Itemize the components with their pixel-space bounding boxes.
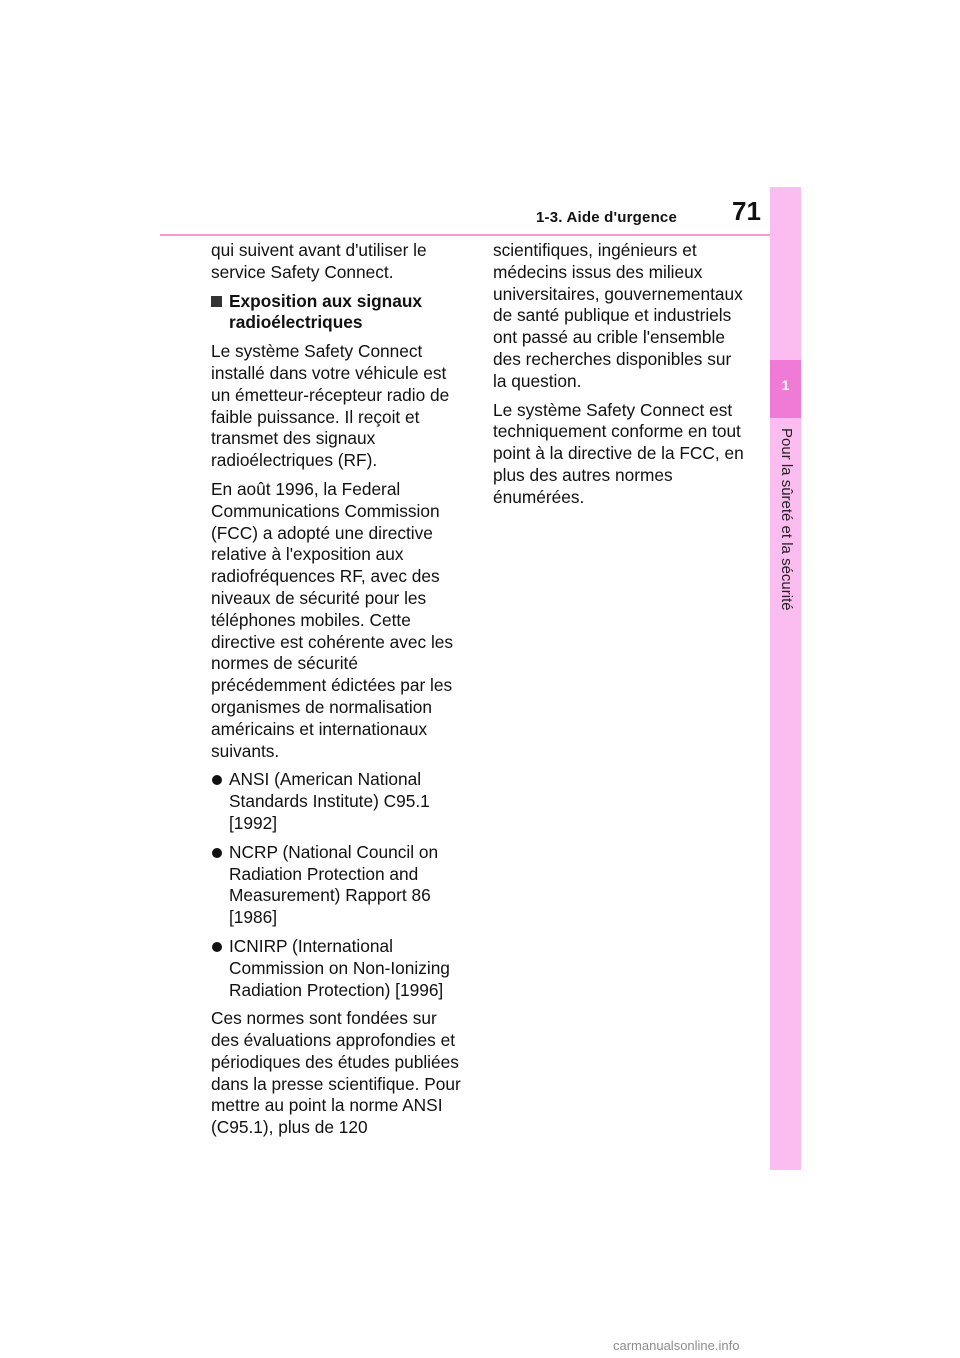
bullet-dot-icon	[212, 848, 222, 858]
left-column	[211, 240, 463, 1146]
watermark: carmanualsonline.info	[613, 1338, 740, 1353]
section-heading	[211, 291, 463, 335]
chapter-number: 1	[781, 377, 790, 393]
list-item	[211, 936, 463, 1001]
list-item	[211, 769, 463, 834]
heading-text: Exposition aux signaux radioélectriques	[229, 290, 423, 333]
bullet-dot-icon	[212, 942, 222, 952]
paragraph: En août 1996, la Federal Communications Commission (FCC) a adopté une directive relative à l'exposition aux radiofréquences RF, avec des niveaux de sécurité pour les téléphones mobiles. Cette directive est cohérente avec les normes de sécurité précédemment édictées par les organismes de normalisation américains et internationaux suivants.	[211, 478, 454, 761]
right-column	[493, 240, 745, 516]
list-item-text: ICNIRP (International Commission on Non-Ionizing Radiation Protection) [1996]	[229, 935, 450, 1000]
bullet-dot-icon	[212, 775, 222, 785]
chapter-side-tab	[770, 187, 801, 1170]
list-item	[211, 842, 463, 929]
header-divider	[160, 234, 770, 236]
list-item-text: NCRP (National Council on Radiation Protection and Measurement) Rapport 86 [1986]	[229, 841, 439, 928]
chapter-title: Pour la sûreté et la sécurité	[778, 428, 795, 611]
paragraph: scientifiques, ingénieurs et médecins issus des milieux universitaires, gouvernementaux de santé publique et industriels ont passé au crible l'ensemble des recherches disponibles sur la question.	[493, 240, 743, 391]
section-title: 1-3. Aide d'urgence	[536, 209, 678, 226]
page-number: 71	[732, 196, 761, 226]
paragraph: Ces normes sont fondées sur des évaluations approfondies et périodiques des études publiées dans la presse scientifique. Pour mettre au point la norme ANSI (C95.1), plus de 120	[211, 1008, 461, 1138]
intro-paragraph: qui suivent avant d'utiliser le service Safety Connect.	[211, 240, 427, 282]
list-item-text: ANSI (American National Standards Institute) C95.1 [1992]	[229, 769, 430, 833]
square-bullet-icon	[211, 296, 222, 307]
paragraph: Le système Safety Connect est techniquement conforme en tout point à la directive de la FCC, en plus des autres normes énumérées.	[493, 399, 744, 507]
paragraph: Le système Safety Connect installé dans votre véhicule est un émetteur-récepteur radio de faible puissance. Il reçoit et transmet des signaux radioélectriques (RF).	[211, 341, 450, 471]
